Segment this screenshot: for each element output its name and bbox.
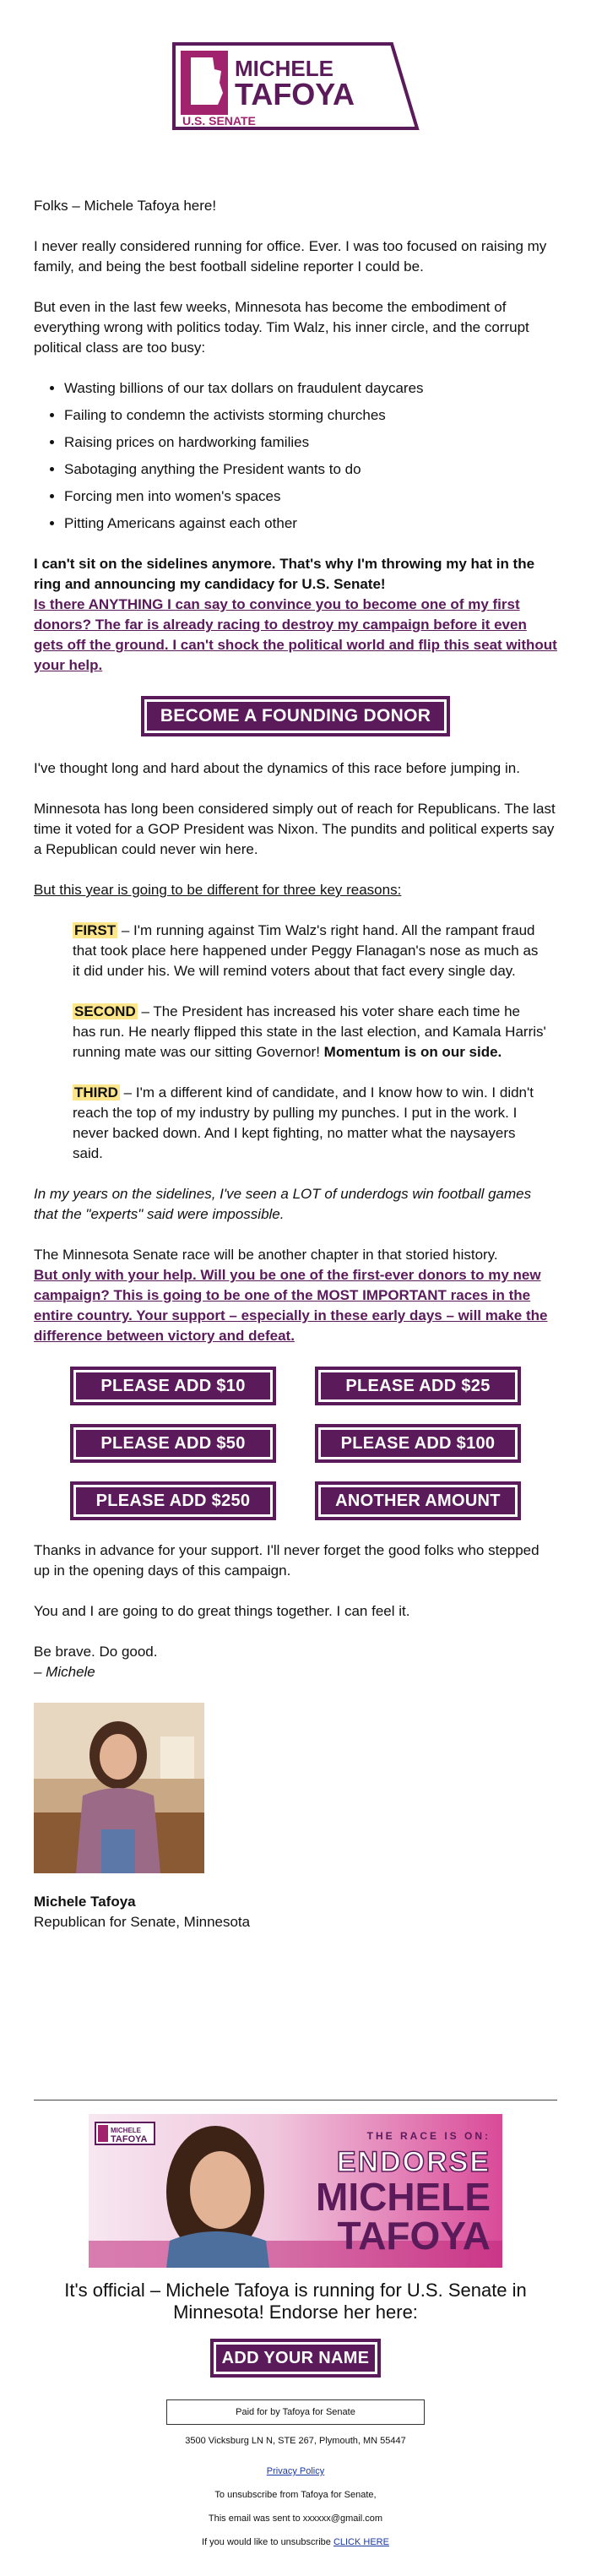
list-item: • Wasting billions of our tax dollars on fraudulent daycares <box>64 378 557 399</box>
footer-spacer <box>34 1932 557 2100</box>
banner-endorse: ENDORSE <box>336 2146 491 2178</box>
footer <box>34 2100 557 2548</box>
donation-ask-link[interactable]: Is there ANYTHING I can say to convince you to become one of my first donors? The far is already racing to destroy my campaign before it even gets off the ground. I can't shock the political world and flip this seat without your help. <box>34 596 557 673</box>
paid-for-box: Paid for by Tafoya for Senate <box>166 2399 425 2425</box>
list-item: • Raising prices on hardworking families <box>64 432 557 453</box>
intro-paragraph-1: I never really considered running for office. Ever. I was too focused on raising my family, and being the best football sideline reporter I could be. <box>34 238 547 274</box>
list-item: • Failing to condemn the activists storming churches <box>64 405 557 426</box>
unsubscribe-link[interactable]: CLICK HERE <box>333 2537 389 2547</box>
sent-to-text: This email was sent to xxxxxx@gmail.com <box>208 2514 383 2524</box>
closing-paragraph <box>34 1245 557 1346</box>
privacy-policy-link[interactable]: Privacy Policy <box>266 2466 325 2476</box>
donation-amount-grid <box>70 1367 521 1520</box>
logo-office: U.S. SENATE <box>182 114 256 128</box>
add-your-name-button[interactable]: ADD YOUR NAME <box>210 2339 381 2378</box>
banner-name-first: MICHELE <box>316 2175 491 2219</box>
body-paragraph-3: I've thought long and hard about the dynamics of this race before jumping in. <box>34 760 520 776</box>
underdog-paragraph: In my years on the sidelines, I've seen a LOT of underdogs win football games that the "experts" said were impossible. <box>34 1186 532 1222</box>
signature: – Michele <box>34 1664 95 1680</box>
banner-name-last: TAFOYA <box>337 2214 491 2258</box>
donate-10-button[interactable]: PLEASE ADD $10 <box>70 1367 276 1405</box>
reasons-heading <box>34 880 557 900</box>
donate-250-button[interactable]: PLEASE ADD $250 <box>70 1481 276 1520</box>
header-logo-area <box>34 0 557 133</box>
brave-line: Be brave. Do good. <box>34 1644 158 1660</box>
campaign-logo <box>171 41 420 132</box>
reason-first <box>73 921 547 981</box>
svg-text:TAFOYA: TAFOYA <box>111 2134 148 2144</box>
reason-text: – I'm a different kind of candidate, and I know how to win. I didn't reach the top of my industry by pulling my punches. I put in the work. I never backed down. And I kept fighting, no matter what the naysayers said. <box>73 1084 534 1161</box>
candidate-title: Republican for Senate, Minnesota <box>34 1914 251 1930</box>
reason-text: – I'm running against Tim Walz's right hand. All the rampant fraud that took place here happened under Peggy Flanagan's nose as much as it did under his. We will remind voters about that fact every single day. <box>73 922 539 979</box>
list-item: • Pitting Americans against each other <box>64 514 557 534</box>
official-announcement: It's official – Michele Tafoya is running for U.S. Senate in Minnesota! Endorse her here: <box>64 2280 527 2323</box>
unsubscribe-prefix: If you would like to unsubscribe <box>202 2537 333 2547</box>
candidate-name: Michele Tafoya <box>34 1894 136 1910</box>
signoff <box>34 1642 557 1682</box>
reason-bold-tail: Momentum is on our side. <box>323 1044 502 1060</box>
body-paragraph-4: Minnesota has long been considered simply out of reach for Republicans. The last time it voted for a GOP President was Nixon. The pundits and political experts say a Republican could never win here. <box>34 801 556 857</box>
reasons-block <box>34 921 557 1164</box>
reasons-heading-text: But this year is going to be different for three key reasons: <box>34 882 402 898</box>
email-body <box>34 0 557 2548</box>
announcement <box>34 554 557 676</box>
list-item: • Sabotaging anything the President wants to do <box>64 459 557 480</box>
grievance-list <box>34 378 557 534</box>
greeting: Folks – Michele Tafoya here! <box>34 198 217 214</box>
reason-third <box>73 1083 547 1164</box>
reason-label: THIRD <box>74 1084 118 1101</box>
unsubscribe-row <box>34 2536 557 2548</box>
banner-kicker: THE RACE IS ON: <box>366 2130 491 2142</box>
donation-ask-link-2[interactable]: But only with your help. Will you be one of the first-ever donors to my new campaign? This is going to be one of the MOST IMPORTANT races in the entire country. Your support – especially in these early days – will make the difference between victory and defeat. <box>34 1267 548 1344</box>
candidate-photo <box>34 1703 204 1873</box>
reason-label: FIRST <box>74 922 117 938</box>
donate-100-button[interactable]: PLEASE ADD $100 <box>315 1424 521 1463</box>
reason-second <box>73 1002 547 1062</box>
donate-other-amount-button[interactable]: ANOTHER AMOUNT <box>315 1481 521 1520</box>
closing-text: The Minnesota Senate race will be another chapter in that storied history. <box>34 1247 498 1263</box>
reason-text: – The President has increased his voter share each time he has run. He nearly flipped this state in the last election, and Kamala Harris' running mate was our sitting Governor! <box>73 1003 546 1060</box>
unsubscribe-from-text: To unsubscribe from Tafoya for Senate, <box>214 2490 377 2500</box>
reason-label: SECOND <box>74 1003 136 1019</box>
donate-25-button[interactable]: PLEASE ADD $25 <box>315 1367 521 1405</box>
endorse-banner[interactable] <box>89 2114 502 2268</box>
svg-text:MICHELE: MICHELE <box>111 2127 141 2134</box>
logo-first-name: MICHELE <box>235 56 333 81</box>
intro-paragraph-2: But even in the last few weeks, Minnesota has become the embodiment of everything wrong with politics today. Tim Walz, his inner circle, and the corrupt political class are too busy: <box>34 299 529 356</box>
logo-last-name: TAFOYA <box>235 77 355 111</box>
donate-50-button[interactable]: PLEASE ADD $50 <box>70 1424 276 1463</box>
announcement-bold: I can't sit on the sidelines anymore. That's why I'm throwing my hat in the ring and announcing my candidacy for U.S. Senate! <box>34 556 535 592</box>
privacy-row <box>34 2465 557 2477</box>
become-founding-donor-button[interactable]: BECOME A FOUNDING DONOR <box>141 696 450 736</box>
thanks-paragraph: Thanks in advance for your support. I'll never forget the good folks who stepped up in the opening days of this campaign. <box>34 1542 539 1579</box>
mailing-address: 3500 Vicksburg LN N, STE 267, Plymouth, MN 55447 <box>185 2436 406 2446</box>
great-things-paragraph: You and I are going to do great things together. I can feel it. <box>34 1603 410 1619</box>
list-item: • Forcing men into women's spaces <box>64 486 557 507</box>
